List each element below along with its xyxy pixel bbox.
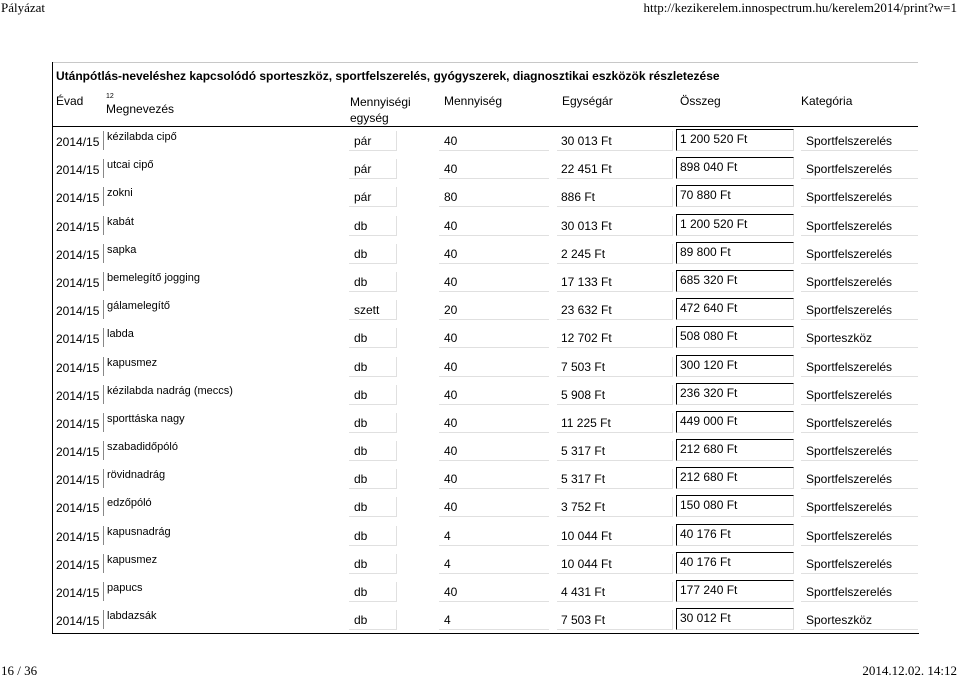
row-quantity: 20 [444,303,458,318]
row-unit: db [354,528,368,543]
row-item-name[interactable]: sapka [107,243,137,256]
row-unit-price: 11 225 Ft [561,415,611,430]
row-category: Sportfelszerelés [806,500,893,515]
row-category: Sportfelszerelés [806,274,893,289]
row-category: Sportfelszerelés [806,387,893,402]
row-season: 2014/15 [56,614,100,629]
row-total: 212 680 Ft [680,470,738,485]
row-unit: db [354,585,368,599]
row-item-name[interactable]: gálamelegítő [107,300,170,313]
row-category: Sportfelszerelés [806,359,893,374]
row-quantity: 40 [444,359,458,374]
row-unit-price: 5 317 Ft [561,444,606,459]
row-total: 685 320 Ft [680,272,738,287]
row-item-name[interactable]: labdazsák [107,610,157,623]
table-row [52,579,918,607]
row-category: Sportfelszerelés [806,472,893,487]
column-header-unit: Mennyiségi egység [350,95,411,125]
row-category: Sportfelszerelés [806,303,893,318]
row-unit-price: 2 245 Ft [561,246,606,261]
quantity-field[interactable] [439,554,549,574]
row-unit: db [354,556,368,571]
row-unit-price: 30 013 Ft [561,134,612,148]
row-item-name[interactable]: rövidnadrág [107,469,166,482]
row-quantity: 4 [444,528,451,543]
row-season: 2014/15 [56,388,100,403]
column-header-name: Megnevezés [106,102,175,116]
table-row [52,551,918,579]
row-divider [103,131,104,150]
row-quantity: 40 [444,246,458,261]
column-header-category: Kategória [801,94,853,108]
row-unit: db [354,415,368,430]
row-item-name[interactable]: zokni [107,187,133,200]
row-unit-price: 7 503 Ft [561,359,606,374]
row-category: Sportfelszerelés [806,556,893,571]
row-season: 2014/15 [56,332,100,347]
row-unit-price: 12 702 Ft [561,331,612,346]
row-item-name[interactable]: kapusmez [107,553,158,566]
table-row [52,269,918,297]
row-season: 2014/15 [56,529,100,544]
row-quantity: 40 [444,218,458,233]
section-title: Utánpótlás-neveléshez kapcsolódó sporteszköz, sportfelszerelés, gyógyszerek, diagnosztikai eszközök részletezése [56,69,720,83]
row-total: 212 680 Ft [680,442,738,457]
row-quantity: 40 [444,472,458,487]
row-divider [103,328,104,347]
table-body [52,128,918,635]
row-item-name[interactable]: sporttáska nagy [107,412,185,425]
row-total: 30 012 Ft [680,611,731,626]
row-item-name[interactable]: bemelegítő jogging [107,271,200,284]
row-unit-price: 4 431 Ft [561,585,606,599]
header-rule [52,126,918,127]
row-season: 2014/15 [56,191,100,206]
table-row [52,523,918,551]
row-season: 2014/15 [56,501,100,516]
column-header-number: 12 [106,93,114,100]
row-category: Sporteszköz [806,613,873,628]
quantity-field[interactable] [439,610,549,630]
row-item-name[interactable]: utcai cipő [107,159,154,172]
table-row [52,325,918,353]
row-unit-price: 10 044 Ft [561,556,612,571]
row-unit-price: 17 133 Ft [561,274,612,289]
row-total: 177 240 Ft [680,583,738,597]
row-unit: pár [354,134,372,148]
table-row [52,494,918,522]
row-item-name[interactable]: kézilabda nadrág (meccs) [107,384,233,397]
row-divider [103,244,104,263]
row-season: 2014/15 [56,275,100,290]
row-divider [103,357,104,376]
row-total: 236 320 Ft [680,385,738,400]
row-divider [103,216,104,235]
row-total: 40 176 Ft [680,554,731,569]
row-unit: db [354,246,368,261]
row-season: 2014/15 [56,557,100,572]
page-counter: 16 / 36 [1,663,38,678]
row-quantity: 40 [444,387,458,402]
row-quantity: 40 [444,162,458,177]
row-unit: db [354,274,368,289]
row-unit-price: 30 013 Ft [561,218,612,233]
row-total: 1 200 520 Ft [680,216,748,231]
row-quantity: 40 [444,274,458,289]
row-season: 2014/15 [56,219,100,234]
row-quantity: 40 [444,585,458,599]
row-season: 2014/15 [56,135,100,149]
row-quantity: 4 [444,613,451,628]
row-item-name[interactable]: kézilabda cipő [107,131,177,143]
table-row [52,156,918,184]
row-total: 898 040 Ft [680,160,738,175]
row-unit-price: 22 451 Ft [561,162,612,177]
row-total: 70 880 Ft [680,188,731,203]
row-item-name[interactable]: kabát [107,215,134,228]
row-divider [103,300,104,319]
row-quantity: 40 [444,134,458,148]
row-unit: db [354,387,368,402]
row-category: Sportfelszerelés [806,246,893,261]
row-total: 300 120 Ft [680,357,738,372]
row-unit: db [354,359,368,374]
row-season: 2014/15 [56,247,100,262]
row-total: 150 080 Ft [680,498,738,513]
table-header [52,93,918,125]
table-row [52,354,918,382]
table-row [52,213,918,241]
row-divider [103,187,104,206]
row-season: 2014/15 [56,304,100,319]
row-unit: szett [354,303,380,318]
row-unit: pár [354,190,372,205]
row-unit-price: 5 908 Ft [561,387,606,402]
row-total: 89 800 Ft [680,244,731,259]
table-row [52,297,918,325]
row-season: 2014/15 [56,445,100,460]
row-item-name[interactable]: edzőpóló [107,497,152,510]
row-divider [103,526,104,545]
row-unit: db [354,472,368,487]
quantity-field[interactable] [439,526,549,546]
row-unit: db [354,444,368,459]
row-category: Sportfelszerelés [806,190,893,205]
row-unit: db [354,613,368,628]
table-row [52,607,918,635]
row-item-name[interactable]: labda [107,328,134,341]
row-total: 472 640 Ft [680,301,738,316]
row-quantity: 4 [444,556,451,571]
row-unit-price: 5 317 Ft [561,472,606,487]
row-category: Sportfelszerelés [806,444,893,459]
row-item-name[interactable]: szabadidőpóló [107,441,178,454]
column-header-season: Évad [56,94,84,108]
table-row [52,128,918,156]
row-divider [103,159,104,178]
column-header-unit-price: Egységár [562,94,613,108]
row-season: 2014/15 [56,473,100,488]
table-row [52,466,918,494]
row-divider [103,385,104,404]
row-item-name[interactable]: papucs [107,582,143,594]
row-category: Sportfelszerelés [806,415,893,430]
table-row [52,184,918,212]
row-total: 508 080 Ft [680,329,738,344]
row-season: 2014/15 [56,416,100,431]
browser-url[interactable]: http://kezikerelem.innospectrum.hu/kerelem2014/print?w=1 [643,0,957,15]
row-category: Sportfelszerelés [806,134,893,148]
row-category: Sporteszköz [806,331,873,346]
row-category: Sportfelszerelés [806,162,893,177]
row-divider [103,497,104,516]
row-season: 2014/15 [56,586,100,600]
table-row [52,438,918,466]
row-category: Sportfelszerelés [806,585,893,599]
row-unit-price: 10 044 Ft [561,528,612,543]
table-row [52,241,918,269]
row-divider [103,441,104,460]
row-divider [103,582,104,601]
row-divider [103,469,104,488]
row-unit: pár [354,162,372,177]
column-header-quantity: Mennyiség [444,94,503,108]
row-total: 449 000 Ft [680,413,738,428]
row-divider [103,272,104,291]
row-quantity: 40 [444,331,458,346]
browser-page-title: Pályázat [1,0,46,15]
row-unit-price: 7 503 Ft [561,613,606,628]
print-timestamp: 2014.12.02. 14:12 [862,663,957,678]
row-unit: db [354,218,368,233]
row-category: Sportfelszerelés [806,218,893,233]
row-unit-price: 886 Ft [561,190,596,205]
row-item-name[interactable]: kapusnadrág [107,525,171,538]
row-total: 40 176 Ft [680,526,731,541]
row-quantity: 80 [444,190,458,205]
row-divider [103,554,104,573]
row-quantity: 40 [444,500,458,515]
row-season: 2014/15 [56,360,100,375]
column-header-total: Összeg [680,94,721,108]
table-row [52,410,918,438]
row-divider [103,413,104,432]
row-total: 1 200 520 Ft [680,132,748,146]
row-item-name[interactable]: kapusmez [107,356,158,369]
row-season: 2014/15 [56,163,100,178]
table-row [52,382,918,410]
row-quantity: 40 [444,444,458,459]
row-unit-price: 23 632 Ft [561,303,612,318]
row-unit-price: 3 752 Ft [561,500,606,515]
row-category: Sportfelszerelés [806,528,893,543]
row-unit: db [354,500,368,515]
row-unit: db [354,331,368,346]
row-divider [103,610,104,629]
row-quantity: 40 [444,415,458,430]
